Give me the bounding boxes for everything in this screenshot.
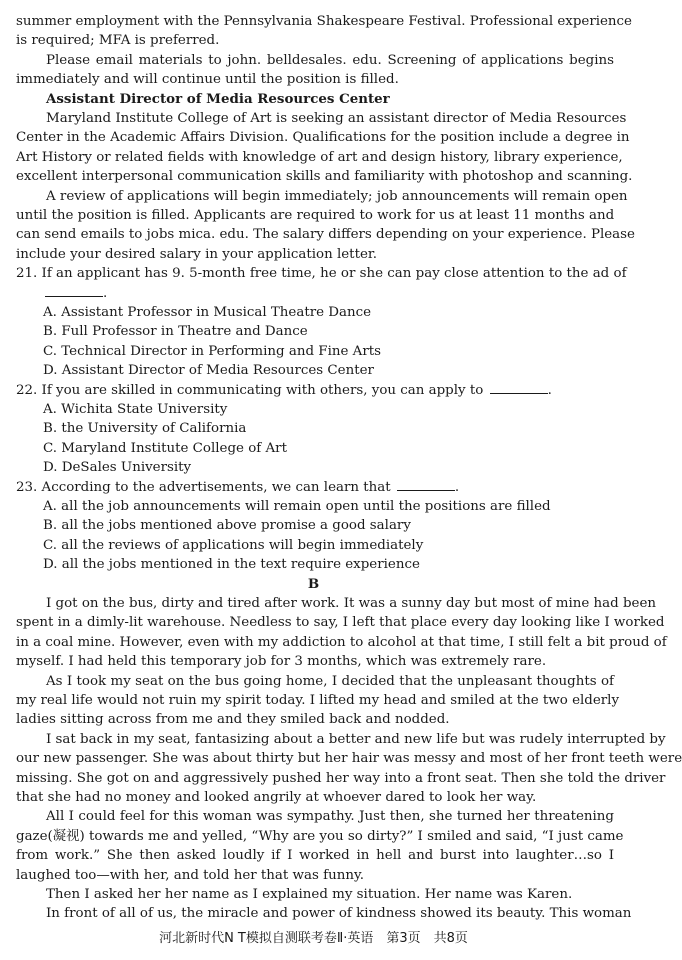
passage-b-line: All I could feel for this woman was sympathy. Just then, she turned her threatening: [46, 809, 614, 824]
option-23-c: C. all the reviews of applications will begin immediately: [43, 538, 424, 553]
passage-b-line: As I took my seat on the bus going home, I decided that the unpleasant thoughts of: [46, 674, 614, 689]
passage-b-line: in a coal mine. However, even with my addiction to alcohol at that time, I still felt a bit proud of: [16, 635, 667, 650]
option-22-c: C. Maryland Institute College of Art: [43, 441, 287, 456]
option-23-b: B. all the jobs mentioned above promise a good salary: [43, 518, 411, 533]
answer-blank[interactable]: [45, 284, 103, 297]
passage-a-line: Maryland Institute College of Art is seeking an assistant director of Media Resources: [46, 111, 627, 126]
option-22-a: A. Wichita State University: [43, 402, 228, 417]
passage-b-line: that she had no money and looked angrily at whoever dared to look her way.: [16, 790, 537, 805]
passage-a-line: can send emails to jobs mica. edu. The salary differs depending on your experience. Please: [16, 227, 635, 242]
answer-blank[interactable]: [490, 381, 548, 394]
passage-a-line: Center in the Academic Affairs Division. Qualifications for the position include a degree in: [16, 130, 630, 145]
passage-b-line: ladies sitting across from me and they smiled back and nodded.: [16, 712, 450, 727]
question-23-stem: 23. According to the advertisements, we can learn that .: [16, 480, 460, 495]
passage-a-line: immediately and will continue until the position is filled.: [16, 72, 399, 87]
passage-b-line: laughed too—with her, and told her that was funny.: [16, 868, 364, 883]
option-21-b: B. Full Professor in Theatre and Dance: [43, 324, 308, 339]
question-21-blank: .: [43, 284, 614, 303]
passage-b-line: myself. I had held this temporary job for 3 months, which was extremely rare.: [16, 654, 547, 669]
passage-a-line: is required; MFA is preferred.: [16, 33, 220, 48]
question-22-stem: 22. If you are skilled in communicating with others, you can apply to .: [16, 383, 552, 398]
passage-b-line: from work.” She then asked loudly if I worked in hell and burst into laughter…so I: [16, 848, 614, 863]
passage-b-line: my real life would not ruin my spirit today. I lifted my head and smiled at the two elderly: [16, 693, 620, 708]
passage-b-line: missing. She got on and aggressively pushed her way into a front seat. Then she told the driver: [16, 771, 666, 786]
answer-blank[interactable]: [397, 478, 455, 491]
passage-b-line: Then I asked her her name as I explained my situation. Her name was Karen.: [46, 887, 573, 902]
passage-b-line: spent in a dimly-lit warehouse. Needless to say, I left that place every day looking like I worked: [16, 615, 665, 630]
passage-b-line: gaze(凝视) towards me and yelled, “Why are you so dirty?” I smiled and said, “I just came: [16, 829, 624, 844]
passage-a-line: Art History or related fields with knowledge of art and design history, library experience,: [16, 150, 623, 165]
passage-b-line: I sat back in my seat, fantasizing about a better and new life but was rudely interrupted by: [46, 732, 666, 747]
option-22-d: D. DeSales University: [43, 460, 192, 475]
passage-b-line: our new passenger. She was about thirty but her hair was messy and most of her front teeth were: [16, 751, 682, 766]
passage-b-line: In front of all of us, the miracle and power of kindness showed its beauty. This woman: [46, 906, 632, 921]
option-23-a: A. all the job announcements will remain open until the positions are filled: [43, 499, 551, 514]
question-21-stem: 21. If an applicant has 9. 5-month free time, he or she can pay close attention to the ad of: [16, 266, 627, 281]
passage-a-line: A review of applications will begin immediately; job announcements will remain open: [46, 189, 628, 204]
passage-a-line: excellent interpersonal communication skills and familiarity with photoshop and scanning.: [16, 169, 633, 184]
passage-a-line: Please email materials to john. belldesales. edu. Screening of applications begins: [46, 53, 614, 68]
option-21-c: C. Technical Director in Performing and Fine Arts: [43, 344, 381, 359]
passage-a-line: summer employment with the Pennsylvania Shakespeare Festival. Professional experience: [16, 14, 632, 29]
passage-b-line: I got on the bus, dirty and tired after work. It was a sunny day but most of mine had been: [46, 596, 657, 611]
option-21-a: A. Assistant Professor in Musical Theatre Dance: [43, 305, 372, 320]
option-22-b: B. the University of California: [43, 421, 247, 436]
passage-a-line: until the position is filled. Applicants are required to work for us at least 11 months and: [16, 208, 615, 223]
option-21-d: D. Assistant Director of Media Resources Center: [43, 363, 374, 378]
job-heading: Assistant Director of Media Resources Center: [46, 91, 390, 107]
page-footer: 河北新时代N T模拟自测联考卷Ⅱ·英语 第3页 共8页: [159, 931, 468, 946]
passage-a-line: include your desired salary in your application letter.: [16, 247, 378, 262]
section-title: B: [307, 576, 320, 592]
option-23-d: D. all the jobs mentioned in the text require experience: [43, 557, 420, 572]
